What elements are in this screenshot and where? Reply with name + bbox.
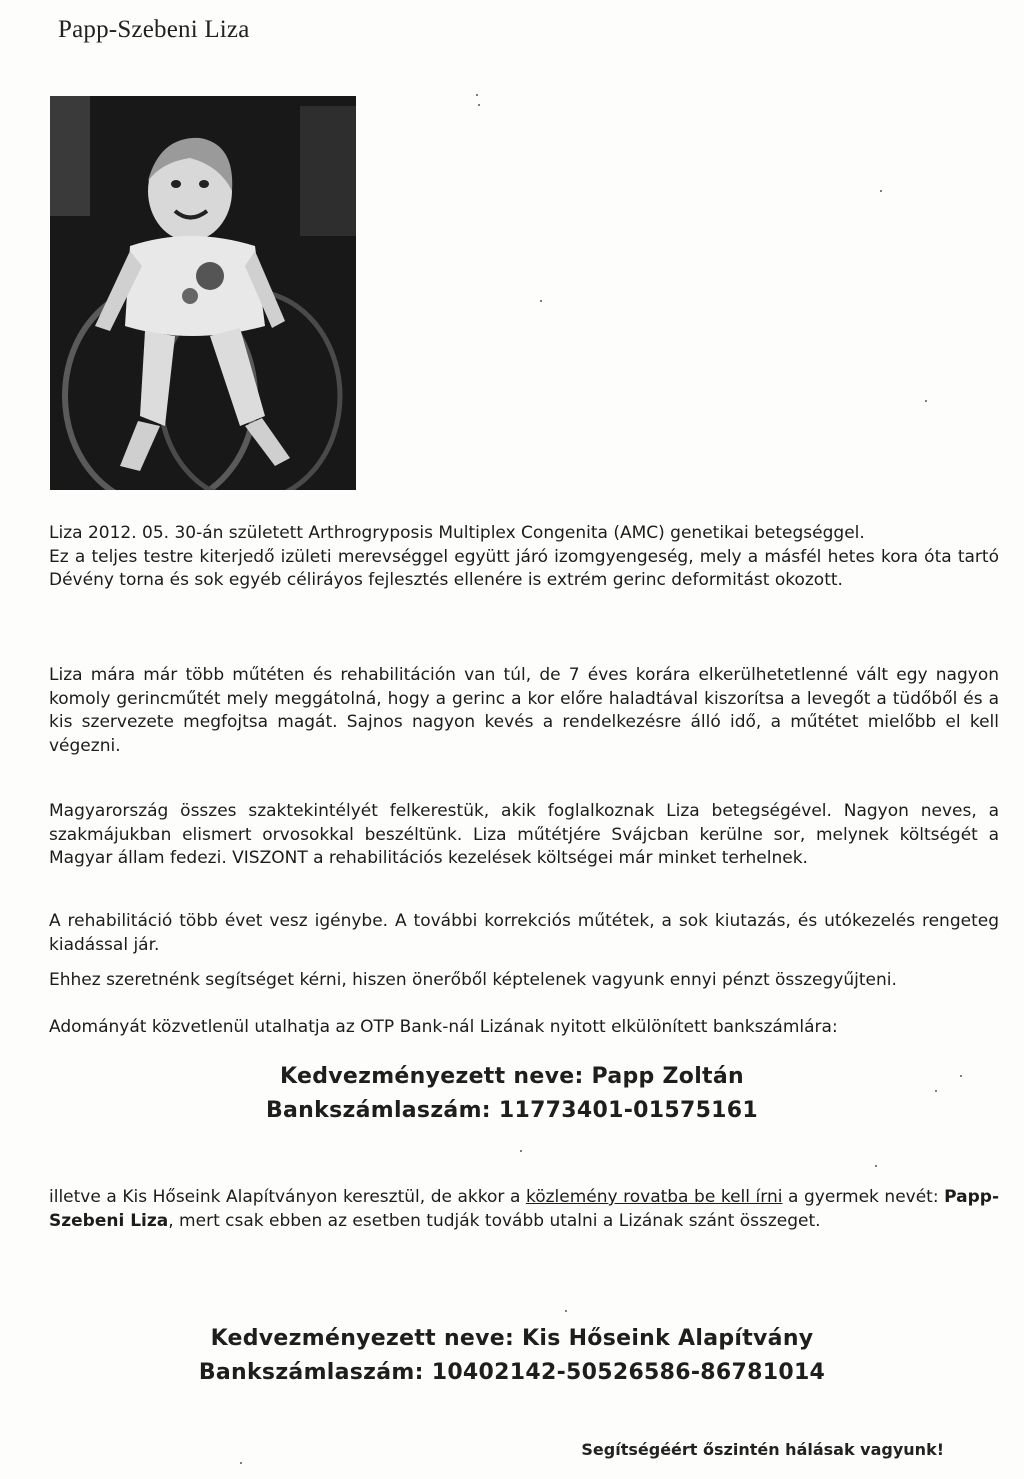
scan-speck — [960, 1075, 962, 1077]
paragraph-surgery: Liza mára már több műtéten és rehabilitáción van túl, de 7 éves korára elkerülhetetlenné vált egy nagyon komoly gerincműtét mely meggátolná, hogy a gerinc a kor előre haladtával kiszorítsa a levegőt a tüdőből és a kis szervezete megfojtsa magát. Sajnos nagyon kevés a rendelkezésre álló idő, a műtétet mielőbb el kell végezni. — [49, 665, 999, 756]
foundation-text: a gyermek nevét: — [782, 1187, 945, 1207]
scan-speck — [240, 1462, 242, 1464]
paragraph-request: Ehhez szeretnénk segítséget kérni, hiszen önerőből képtelenek vagyunk ennyi pénzt összegyűjteni. — [49, 970, 897, 990]
foundation-text: illetve a Kis Hőseink Alapítványon keresztül, de akkor a — [49, 1187, 526, 1207]
reference-instruction: közlemény rovatba be kell írni — [525, 1187, 783, 1207]
foundation-beneficiary-name: Kedvezményezett neve: Kis Hőseink Alapítvány — [210, 1326, 814, 1351]
paragraph-diagnosis — [49, 522, 999, 593]
beneficiary-name: Kedvezményezett neve: Papp Zoltán — [280, 1064, 744, 1089]
closing-thanks: Segítségéért őszintén hálásak vagyunk! — [581, 1440, 944, 1459]
scan-speck — [520, 1150, 522, 1152]
scan-speck — [935, 1090, 937, 1092]
paragraph-donation: Adományát közvetlenül utalhatja az OTP Bank-nál Lizának nyitott elkülönített bankszámlára: — [49, 1017, 838, 1037]
scan-speck — [880, 190, 882, 192]
bank-account-number: Bankszámlaszám: 11773401-01575161 — [265, 1098, 759, 1123]
paragraph-specialists: Magyarország összes szaktekintélyét felkerestük, akik foglalkoznak Liza betegségével. Nagyon neves, a szakmájukban elismert orvosokkal beszéltünk. Liza műtétjére Svájcban kerülne sor, melynek költségét a Magyar állam fedezi. VISZONT a rehabilitációs kezelések költségei már minket terhelnek. — [49, 801, 999, 869]
bank-block-foundation — [0, 1322, 1024, 1390]
page-title: Papp-Szebeni Liza — [58, 16, 250, 43]
scan-speck — [478, 104, 480, 106]
foundation-text: , mert csak ebben az esetben tudják tovább utalni a Lizának szánt összeget. — [168, 1210, 821, 1231]
child-photo — [50, 96, 356, 490]
child-name: Papp-Szebeni Liza — [49, 1187, 1000, 1231]
scan-speck — [875, 1165, 877, 1167]
paragraph-rehabilitation: A rehabilitáció több évet vesz igénybe. A további korrekciós műtétek, a sok kiutazás, és utókezelés rengeteg kiadással jár. — [49, 911, 999, 955]
scan-speck — [565, 1310, 567, 1312]
scan-speck — [540, 300, 542, 302]
scan-speck — [925, 400, 927, 402]
child-photo-image — [50, 96, 356, 490]
diagnosis-detail: Ez a teljes testre kiterjedő izületi merevséggel együtt járó izomgyengeség, mely a másfél hetes kora óta tartó Dévény torna és sok egyéb céliráyos fejlesztés ellenére is extrém gerinc deformitást okozott. — [49, 546, 999, 591]
foundation-bank-account-number: Bankszámlaszám: 10402142-50526586-86781014 — [198, 1360, 826, 1385]
scan-speck — [476, 94, 478, 96]
diagnosis-line: Liza 2012. 05. 30-án született Arthrogryposis Multiplex Congenita (AMC) genetikai betegséggel. — [49, 523, 865, 543]
bank-block-papp — [0, 1060, 1024, 1128]
paragraph-foundation — [49, 1186, 999, 1233]
